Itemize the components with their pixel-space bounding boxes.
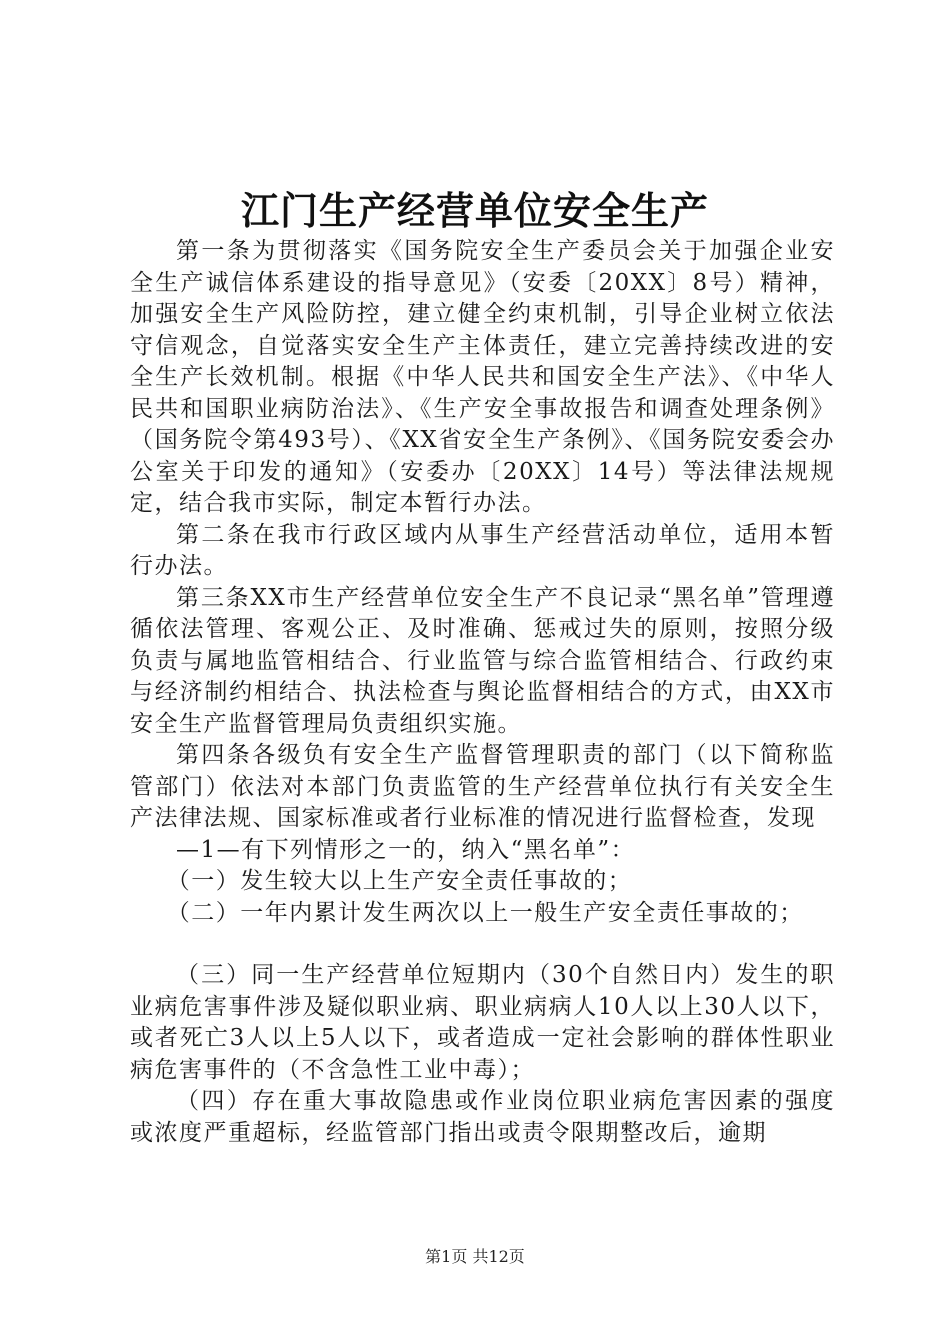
- paragraph-article-1: 第一条为贯彻落实《国务院安全生产委员会关于加强企业安全生产诚信体系建设的指导意见》（安委〔20XX〕8号）精神，加强安全生产风险防控，建立健全约束机制，引导企业树立依法守信观念，自觉落实安全生产主体责任，建立完善持续改进的安全生产长效机制。根据《中华人民共和国安全生产法》、《中华人民共和国职业病防治法》、《生产安全事故报告和调查处理条例》（国务院令第493号）、《XX省安全生产条例》、《国务院安委会办公室关于印发的通知》（安委办〔20XX〕14号）等法律法规规定，结合我市实际，制定本暂行办法。: [130, 238, 835, 516]
- paragraph-article-2: 第二条在我市行政区域内从事生产经营活动单位，适用本暂行办法。: [130, 521, 835, 579]
- list-item-4: （四）存在重大事故隐患或作业岗位职业病危害因素的强度或浓度严重超标，经监管部门指出或责令限期整改后，逾期: [130, 1088, 835, 1146]
- document-title: 江门生产经营单位安全生产: [240, 188, 709, 233]
- list-item-1: （一）发生较大以上生产安全责任事故的；: [166, 868, 633, 894]
- document-body: [130, 236, 835, 1149]
- list-item-2: （二）一年内累计发生两次以上一般生产安全责任事故的；: [166, 899, 804, 926]
- page-number-footer: 第1页 共12页: [425, 1247, 525, 1266]
- list-item-3: （三）同一生产经营单位短期内（30个自然日内）发生的职业病危害事件涉及疑似职业病、职业病病人10人以上30人以下，或者死亡3人以上5人以下，或者造成一定社会影响的群体性职业病危害事件的（不含急性工业中毒）；: [130, 962, 835, 1083]
- paragraph-article-3: 第三条XX市生产经营单位安全生产不良记录“黑名单”管理遵循依法管理、客观公正、及时准确、惩戒过失的原则，按照分级负责与属地监管相结合、行业监管与综合监管相结合、行政约束与经济制约相结合、执法检查与舆论监督相结合的方式，由XX市安全生产监督管理局负责组织实施。: [130, 584, 835, 737]
- paragraph-list-intro: —1—有下列情形之一的，纳入“黑名单”：: [176, 836, 636, 863]
- paragraph-article-4: 第四条各级负有安全生产监督管理职责的部门（以下简称监管部门）依法对本部门负责监管的生产经营单位执行有关安全生产法律法规、国家标准或者行业标准的情况进行监督检查，发现: [130, 742, 835, 831]
